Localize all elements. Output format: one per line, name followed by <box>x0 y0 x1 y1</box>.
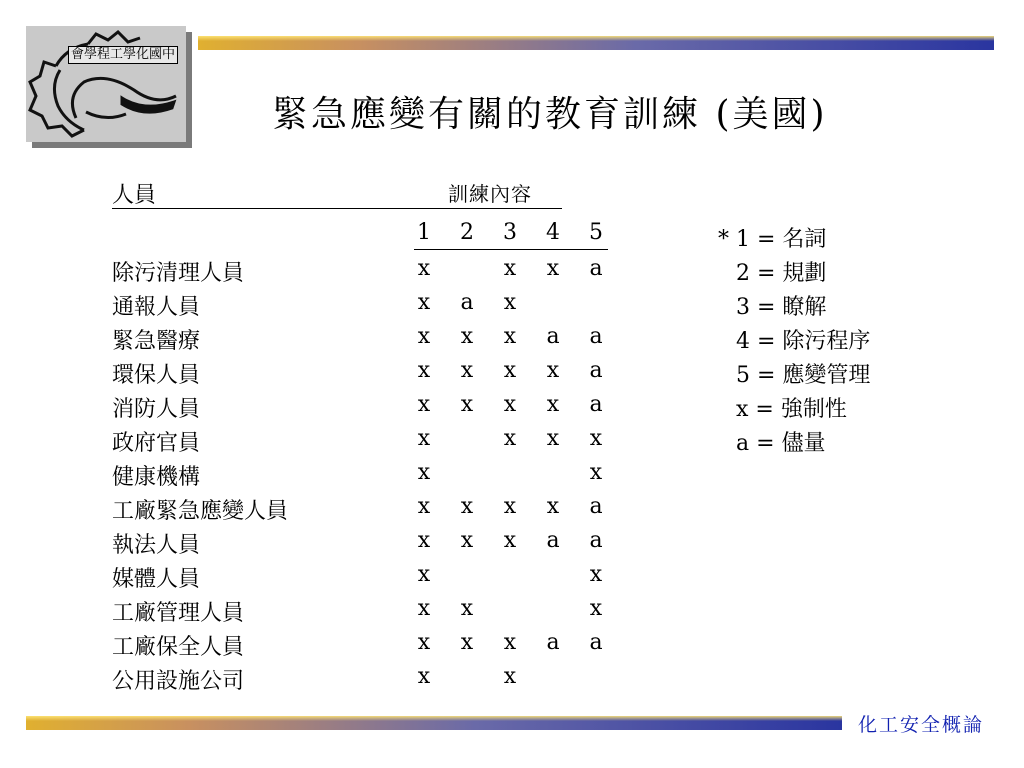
legend-item: 5 = 應變管理 <box>736 363 871 388</box>
table-row-label: 媒體人員 <box>112 567 201 592</box>
column-number: 2 <box>460 220 474 245</box>
page-title: 緊急應變有關的教育訓練 (美國) <box>272 94 828 135</box>
table-cell: a <box>589 528 603 553</box>
table-cell: x <box>546 494 560 519</box>
table-cell: a <box>546 528 560 553</box>
table-row-label: 環保人員 <box>112 363 201 388</box>
table-cell: x <box>546 392 560 417</box>
table-cell: x <box>460 596 474 621</box>
table-cell: a <box>589 358 603 383</box>
table-cell: x <box>460 358 474 383</box>
table-cell: x <box>417 460 431 485</box>
table-row-label: 執法人員 <box>112 533 201 558</box>
table-cell: x <box>417 426 431 451</box>
legend-item: x = 強制性 <box>736 397 847 422</box>
legend-item: a = 儘量 <box>736 431 826 456</box>
table-cell: a <box>589 324 603 349</box>
column-number: 1 <box>417 220 431 245</box>
legend-item: 3 = 瞭解 <box>736 295 827 320</box>
table-cell: x <box>417 256 431 281</box>
table-cell: x <box>503 290 517 315</box>
table-row-label: 工廠保全人員 <box>112 635 245 660</box>
table-cell: x <box>503 324 517 349</box>
table-cell: x <box>589 460 603 485</box>
table-cell: x <box>546 426 560 451</box>
table-cell: a <box>460 290 474 315</box>
table-cell: x <box>503 358 517 383</box>
column-number: 4 <box>546 220 560 245</box>
legend-item: 4 = 除污程序 <box>736 329 871 354</box>
table-row-label: 緊急醫療 <box>112 329 201 354</box>
top-decorative-bar <box>198 36 994 50</box>
table-cell: x <box>546 256 560 281</box>
table-cell: x <box>417 290 431 315</box>
column-header-personnel: 人員 <box>112 183 157 208</box>
table-cell: a <box>589 256 603 281</box>
table-cell: x <box>417 596 431 621</box>
table-cell: x <box>503 664 517 689</box>
table-cell: x <box>503 630 517 655</box>
table-cell: x <box>460 494 474 519</box>
column-number: 3 <box>503 220 517 245</box>
bottom-decorative-bar <box>26 716 842 730</box>
table-cell: x <box>589 562 603 587</box>
table-cell: x <box>417 562 431 587</box>
table-row-label: 政府官員 <box>112 431 201 456</box>
table-row-label: 工廠緊急應變人員 <box>112 499 289 524</box>
table-cell: x <box>589 596 603 621</box>
table-cell: x <box>503 528 517 553</box>
table-cell: x <box>417 528 431 553</box>
table-cell: a <box>589 630 603 655</box>
table-cell: x <box>460 392 474 417</box>
header-underline <box>112 208 562 209</box>
table-cell: x <box>417 358 431 383</box>
table-cell: x <box>503 494 517 519</box>
table-cell: x <box>503 256 517 281</box>
table-cell: x <box>460 630 474 655</box>
table-row-label: 工廠管理人員 <box>112 601 245 626</box>
table-row-label: 除污清理人員 <box>112 261 245 286</box>
logo-text: 會學程工學化國中 <box>68 46 178 64</box>
table-cell: a <box>546 324 560 349</box>
table-cell: a <box>589 392 603 417</box>
table-cell: x <box>589 426 603 451</box>
table-cell: x <box>460 528 474 553</box>
table-cell: a <box>546 630 560 655</box>
table-cell: x <box>503 392 517 417</box>
table-row-label: 通報人員 <box>112 295 201 320</box>
column-number: 5 <box>589 220 603 245</box>
column-header-training: 訓練內容 <box>448 182 532 206</box>
gear-logo-icon <box>26 26 186 142</box>
table-cell: x <box>460 324 474 349</box>
legend-item: * 1 = 名詞 <box>718 227 827 252</box>
table-cell: x <box>417 392 431 417</box>
footer-course-title: 化工安全概論 <box>858 714 985 736</box>
table-cell: x <box>503 426 517 451</box>
table-cell: a <box>589 494 603 519</box>
table-row-label: 健康機構 <box>112 465 201 490</box>
table-row-label: 消防人員 <box>112 397 201 422</box>
table-cell: x <box>417 630 431 655</box>
logo <box>26 26 186 142</box>
table-row-label: 公用設施公司 <box>112 669 245 694</box>
legend-item: 2 = 規劃 <box>736 261 827 286</box>
table-cell: x <box>417 324 431 349</box>
table-cell: x <box>417 494 431 519</box>
numbers-underline <box>414 249 608 250</box>
table-cell: x <box>546 358 560 383</box>
table-cell: x <box>417 664 431 689</box>
